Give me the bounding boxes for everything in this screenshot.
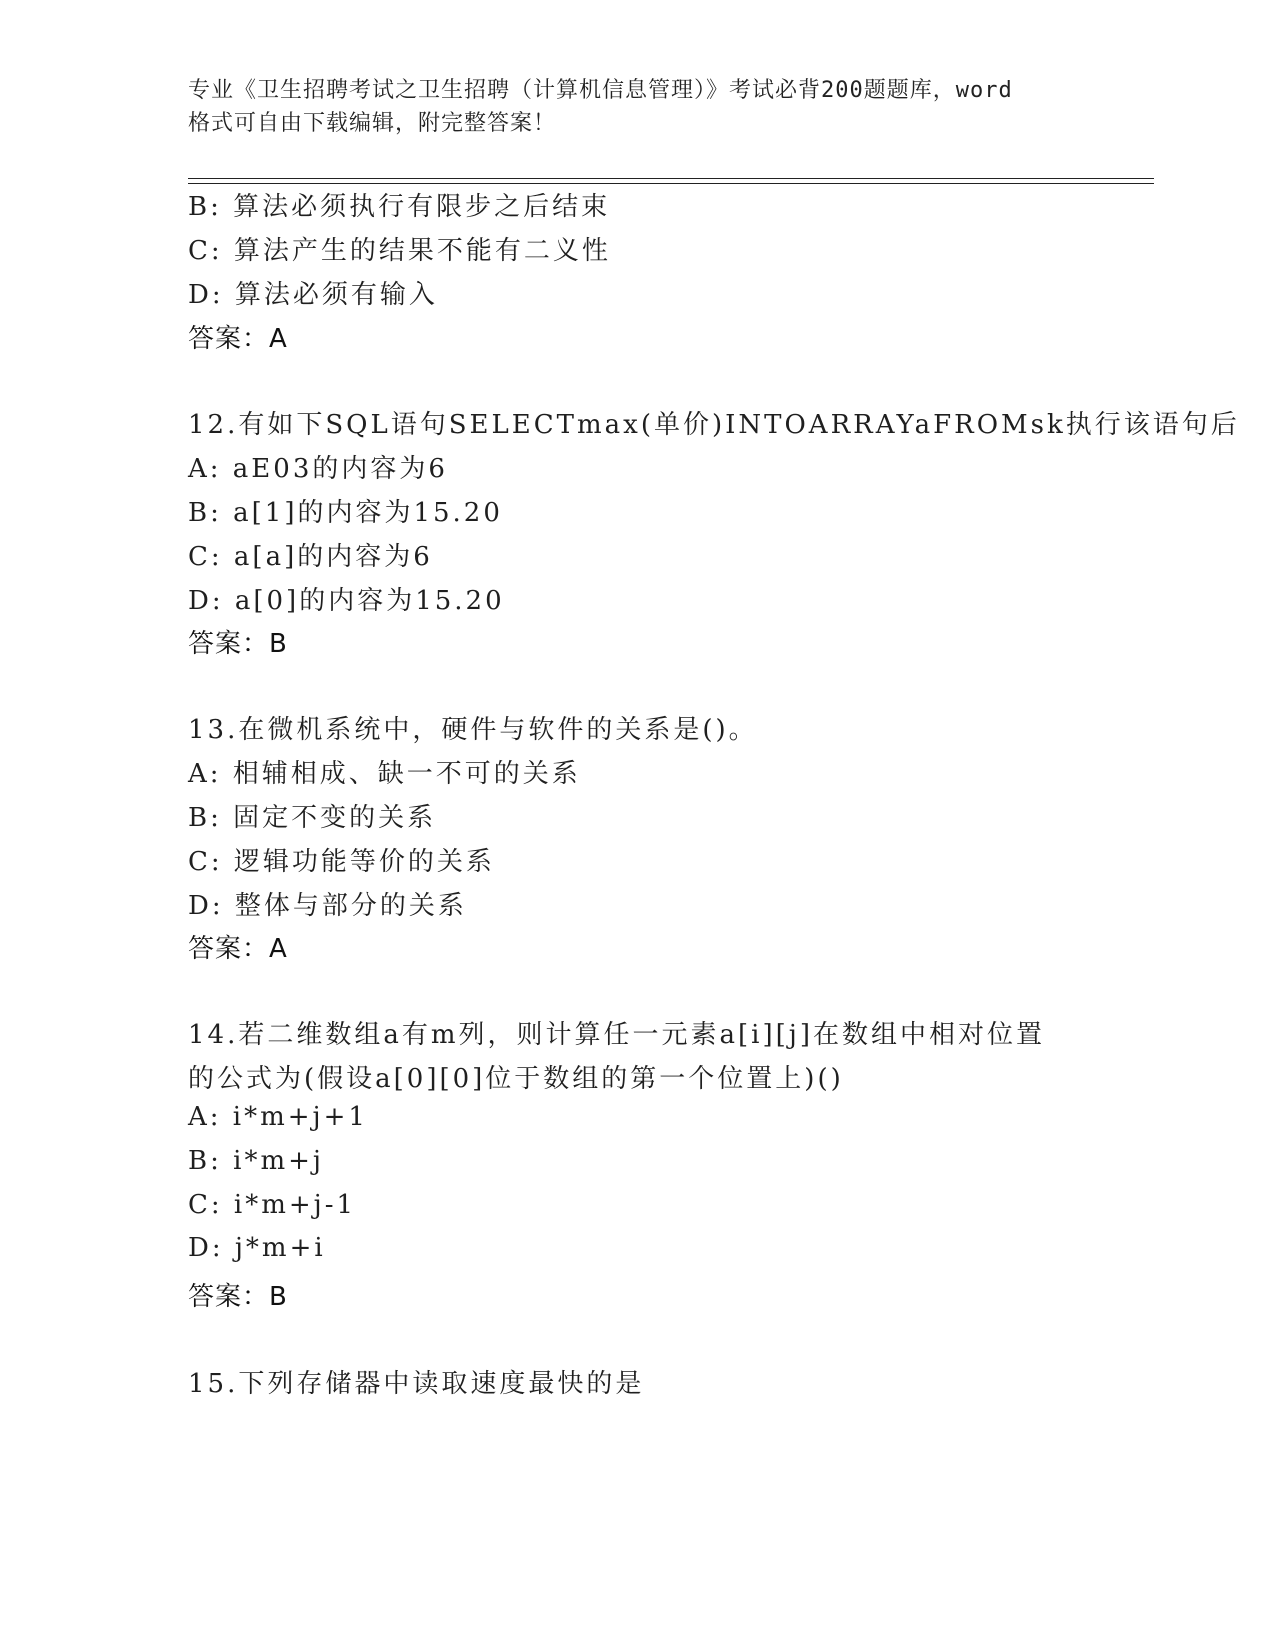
header-title-line2: 格式可自由下载编辑，附完整答案！: [188, 111, 557, 136]
q13-option-b: B: 固定不变的关系: [188, 803, 437, 833]
q14-option-c: C: i*m+j-1: [188, 1190, 357, 1220]
q14-option-a: A: i*m+j+1: [188, 1102, 368, 1132]
q12-stem: 12.有如下SQL语句SELECTmax(单价)INTOARRAYaFROMsk执行该语句后: [188, 410, 1240, 440]
header-divider-top: [188, 178, 1154, 179]
q13-option-c: C: 逻辑功能等价的关系: [188, 847, 495, 877]
q12-option-a: A: aE03的内容为6: [188, 454, 448, 484]
q15-stem: 15.下列存储器中读取速度最快的是: [188, 1369, 645, 1399]
prev-option-d: D: 算法必须有输入: [188, 280, 438, 310]
q14-answer: 答案：B: [188, 1282, 288, 1312]
q12-answer: 答案：B: [188, 629, 288, 659]
q13-stem: 13.在微机系统中，硬件与软件的关系是()。: [188, 715, 758, 745]
prev-answer: 答案：A: [188, 324, 288, 354]
q13-answer: 答案：A: [188, 934, 288, 964]
q12-option-c: C: a[a]的内容为6: [188, 542, 433, 572]
q14-option-b: B: i*m+j: [188, 1146, 324, 1176]
header-divider-bottom: [188, 183, 1154, 184]
q13-option-a: A: 相辅相成、缺一不可的关系: [188, 759, 581, 789]
header-title-line1: 专业《卫生招聘考试之卫生招聘（计算机信息管理）》考试必背200题题库，word: [188, 78, 1013, 103]
q14-option-d: D: j*m+i: [188, 1233, 326, 1263]
prev-option-c: C: 算法产生的结果不能有二义性: [188, 236, 611, 266]
q13-option-d: D: 整体与部分的关系: [188, 891, 467, 921]
q12-option-d: D: a[0]的内容为15.20: [188, 586, 505, 616]
q14-stem-line1: 14.若二维数组a有m列，则计算任一元素a[i][j]在数组中相对位置: [188, 1020, 1045, 1050]
q14-stem-line2: 的公式为(假设a[0][0]位于数组的第一个位置上)(): [188, 1064, 844, 1094]
q12-option-b: B: a[1]的内容为15.20: [188, 498, 503, 528]
prev-option-b: B: 算法必须执行有限步之后结束: [188, 192, 611, 222]
document-header: [188, 74, 1088, 140]
